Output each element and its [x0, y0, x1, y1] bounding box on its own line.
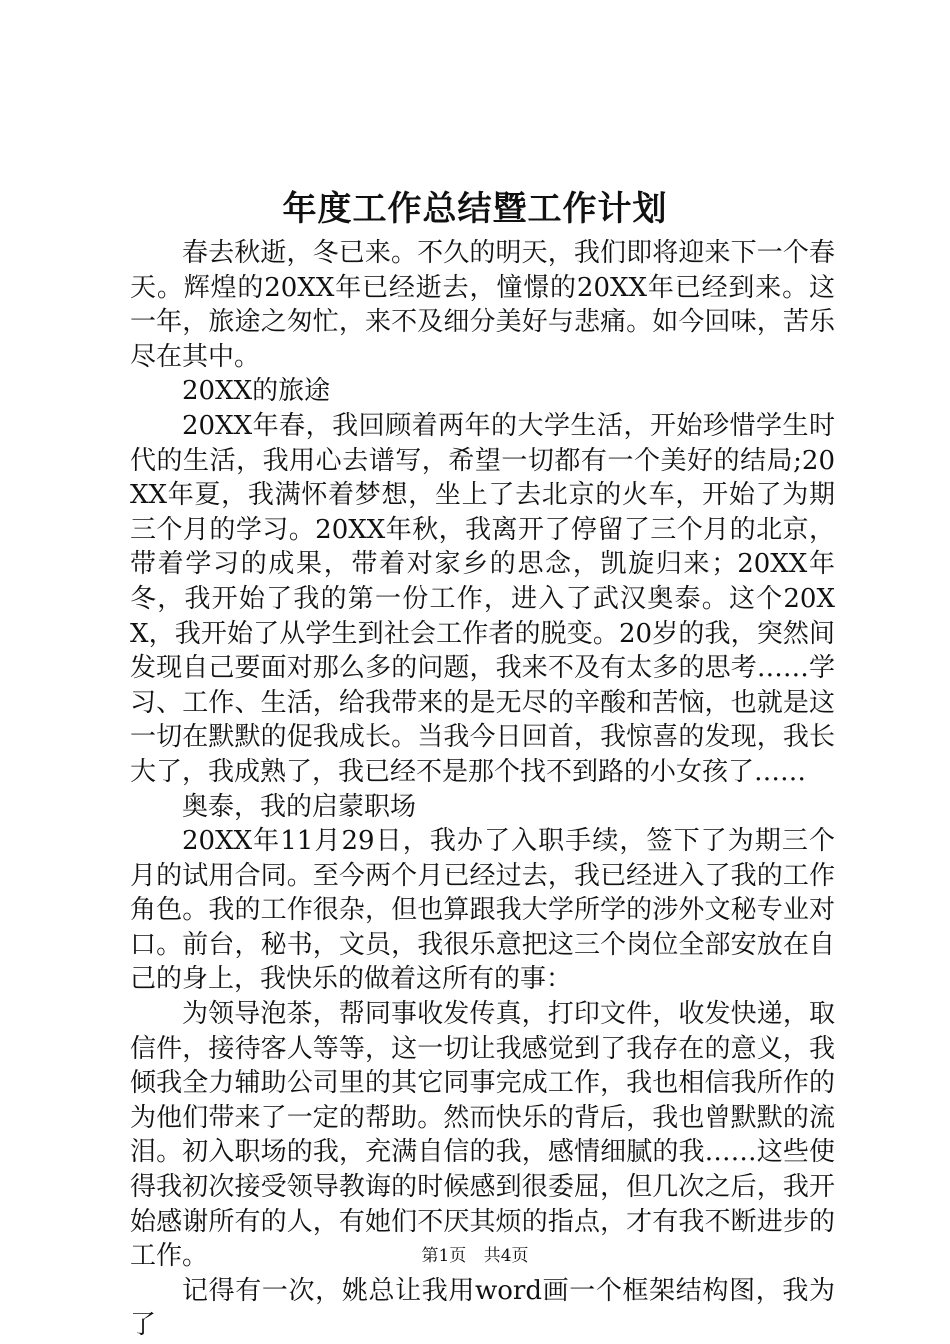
paragraph-memory: 记得有一次，姚总让我用word画一个框架结构图，我为了	[130, 1275, 835, 1341]
document-title: 年度工作总结暨工作计划	[282, 189, 668, 229]
paragraph-onboarding: 20XX年11月29日，我办了入职手续，签下了为期三个月的试用合同。至今两个月已经过去，我已经进入了我的工作角色。我的工作很杂，但也算跟我大学所学的涉外文秘专业对口。前台，秘书，文员，我很乐意把这三个岗位全部安放在自己的身上，我快乐的做着这所有的事：	[130, 826, 835, 995]
paragraph-journey: 20XX年春，我回顾着两年的大学生活，开始珍惜学生时代的生活，我用心去谱写，希望一切都有一个美好的结局;20XX年夏，我满怀着梦想，坐上了去北京的火车，开始了为期三个月的学习。20XX年秋，我离开了停留了三个月的北京，带着学习的成果，带着对家乡的思念，凯旋归来；20XX年冬，我开始了我的第一份工作，进入了武汉奥泰。这个20XX，我开始了从学生到社会工作者的脱变。20岁的我，突然间发现自己要面对那么多的问题，我来不及有太多的思考……学习、工作、生活，给我带来的是无尽的辛酸和苦恼，也就是这一切在默默的促我成长。当我今日回首，我惊喜的发现，我长大了，我成熟了，我已经不是那个找不到路的小女孩了……	[130, 410, 835, 787]
paragraph-duties: 为领导泡茶，帮同事收发传真，打印文件，收发快递，取信件，接待客人等等，这一切让我感觉到了我存在的意义，我倾我全力辅助公司里的其它同事完成工作，我也相信我所作的为他们带来了一定的帮助。然而快乐的背后，我也曾默默的流泪。初入职场的我，充满自信的我，感情细腻的我……这些使得我初次接受领导教诲的时候感到很委屈，但几次之后，我开始感谢所有的人，有她们不厌其烦的指点，才有我不断进步的工作。	[130, 999, 835, 1272]
page-footer	[0, 1244, 950, 1268]
page-total: 共4页	[483, 1246, 529, 1266]
page-number: 第1页	[421, 1246, 467, 1266]
section-heading-workplace: 奥泰，我的启蒙职场	[182, 791, 417, 822]
section-heading-journey: 20XX的旅途	[182, 376, 331, 407]
paragraph-intro: 春去秋逝，冬已来。不久的明天，我们即将迎来下一个春天。辉煌的20XX年已经逝去，憧憬的20XX年已经到来。这一年，旅途之匆忙，来不及细分美好与悲痛。如今回味，苦乐尽在其中。	[130, 238, 835, 372]
document-body	[130, 236, 835, 1343]
